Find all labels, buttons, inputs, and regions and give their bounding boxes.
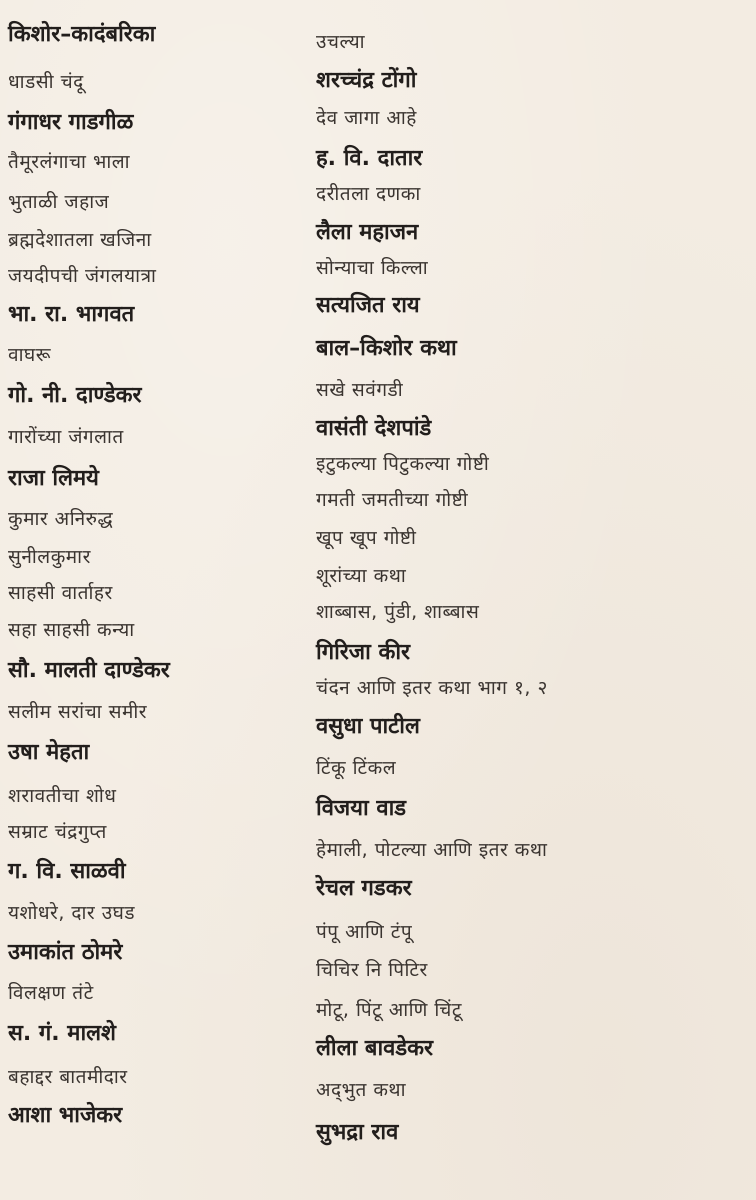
author-name: ग. वि. साळवी [8, 858, 126, 884]
book-title: सोन्याचा किल्ला [316, 256, 429, 279]
book-title: टिंकू टिंकल [316, 756, 397, 779]
author-name: रेचल गडकर [316, 875, 412, 901]
book-title: साहसी वार्ताहर [8, 581, 113, 604]
author-name: सुभद्रा राव [316, 1119, 399, 1145]
author-name: वासंती देशपांडे [316, 415, 432, 441]
author-name: गो. नी. दाण्डेकर [8, 382, 142, 408]
book-title: सहा साहसी कन्या [8, 618, 135, 641]
author-name: वसुधा पाटील [316, 713, 420, 739]
author-name: सौ. मालती दाण्डेकर [8, 657, 170, 683]
book-title: धाडसी चंदू [8, 70, 84, 93]
book-title: वाघरू [8, 343, 51, 366]
book-title: पंपू आणि टंपू [316, 920, 413, 943]
book-title: इटुकल्या पिटुकल्या गोष्टी [316, 452, 490, 475]
book-title: दरीतला दणका [316, 182, 421, 205]
book-title: विलक्षण तंटे [8, 981, 94, 1004]
book-title: बहाद्दर बातमीदार [8, 1065, 128, 1088]
book-title: यशोधरे, दार उघड [8, 901, 136, 924]
book-title: सम्राट चंद्रगुप्त [8, 820, 107, 843]
section-heading: बाल–किशोर कथा [316, 335, 457, 361]
author-name: सत्यजित राय [316, 292, 420, 318]
author-name: आशा भाजेकर [8, 1102, 123, 1128]
book-title: भुताळी जहाज [8, 190, 110, 213]
author-name: ह. वि. दातार [316, 145, 423, 171]
author-name: राजा लिमये [8, 465, 99, 491]
book-title: गारोंच्या जंगलात [8, 425, 124, 448]
book-title: शरावतीचा शोध [8, 784, 117, 807]
book-title: सखे सवंगडी [316, 378, 404, 401]
section-heading: किशोर–कादंबरिका [8, 21, 156, 47]
author-name: गिरिजा कीर [316, 639, 411, 665]
book-title: चंदन आणि इतर कथा भाग १, २ [316, 676, 548, 699]
author-name: लैला महाजन [316, 219, 419, 245]
book-title: सुनीलकुमार [8, 545, 91, 568]
book-title: सलीम सरांचा समीर [8, 700, 148, 723]
author-name: उमाकांत ठोमरे [8, 939, 123, 965]
book-title: शूरांच्या कथा [316, 564, 407, 587]
author-name: गंगाधर गाडगीळ [8, 109, 134, 135]
author-name: स. गं. मालशे [8, 1020, 117, 1046]
book-title: गमती जमतीच्या गोष्टी [316, 488, 469, 511]
book-title: ब्रह्मदेशातला खजिना [8, 228, 152, 251]
author-name: लीला बावडेकर [316, 1035, 434, 1061]
author-name: भा. रा. भागवत [8, 301, 135, 327]
book-title: तैमूरलंगाचा भाला [8, 150, 131, 173]
author-name: विजया वाड [316, 795, 407, 821]
book-title: जयदीपची जंगलयात्रा [8, 264, 157, 287]
book-title: कुमार अनिरुद्ध [8, 507, 114, 530]
book-title: उचल्या [316, 30, 366, 53]
book-title: मोटू, पिंटू आणि चिंटू [316, 998, 462, 1021]
author-name: शरच्चंद्र टोंगो [316, 67, 417, 93]
book-title: शाब्बास, पुंडी, शाब्बास [316, 600, 480, 623]
author-name: उषा मेहता [8, 739, 90, 765]
book-title: देव जागा आहे [316, 106, 417, 129]
book-title: चिचिर नि पिटिर [316, 958, 428, 981]
book-title: अद्‌भुत कथा [316, 1078, 406, 1101]
book-title: हेमाली, पोटल्या आणि इतर कथा [316, 838, 548, 861]
book-title: खूप खूप गोष्टी [316, 526, 417, 549]
